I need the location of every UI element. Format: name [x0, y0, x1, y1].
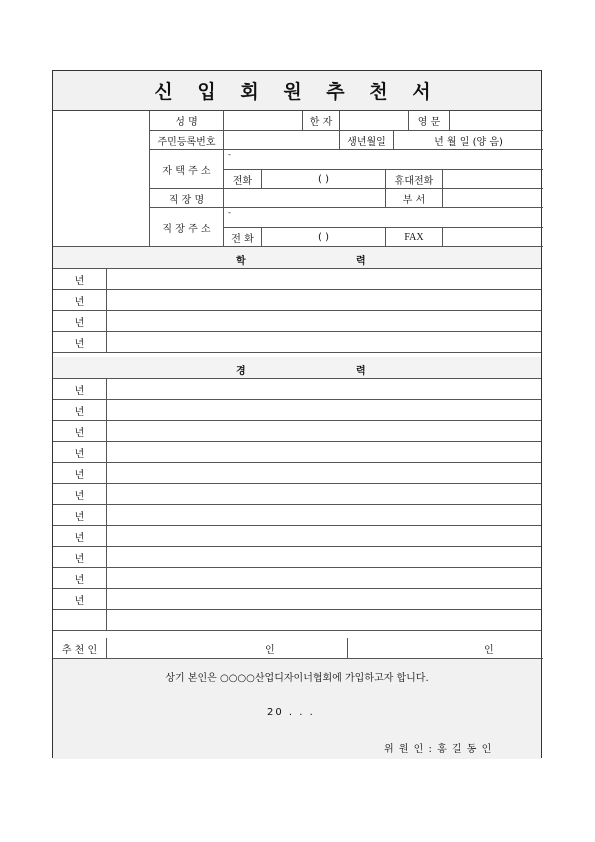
- career-row-blank[interactable]: [53, 610, 541, 631]
- work-phone-label: 전 화: [224, 228, 262, 247]
- work-address-field[interactable]: -: [224, 208, 543, 228]
- career-row[interactable]: [53, 589, 541, 610]
- work-address-label: 직 장 주 소: [150, 208, 224, 247]
- home-address-field[interactable]: -: [224, 150, 543, 170]
- company-label: 직 장 명: [150, 189, 224, 208]
- english-label: 영 문: [409, 111, 450, 131]
- education-header: 학 력: [53, 247, 541, 269]
- form-title-bar: [53, 71, 541, 111]
- career-year-label: 년: [53, 589, 107, 609]
- fax-label: FAX: [386, 228, 443, 247]
- recommender-1-field[interactable]: [107, 638, 348, 659]
- career-year-label: 년: [53, 400, 107, 420]
- education-row[interactable]: [53, 269, 541, 290]
- career-row[interactable]: [53, 421, 541, 442]
- recommendation-form: [52, 70, 542, 758]
- education-row[interactable]: [53, 311, 541, 332]
- education-row[interactable]: [53, 332, 541, 353]
- birth-field[interactable]: 년 월 일 (양 음): [394, 131, 543, 150]
- career-row[interactable]: [53, 400, 541, 421]
- career-year-label: 년: [53, 526, 107, 546]
- rrn-field[interactable]: [224, 131, 340, 150]
- career-year-label: 년: [53, 442, 107, 462]
- hanja-field[interactable]: [340, 111, 409, 131]
- career-row[interactable]: [53, 547, 541, 568]
- applicant-signature[interactable]: 위 원 인 : 홍 길 동 인: [384, 744, 492, 755]
- name-label: 성 명: [150, 111, 224, 131]
- company-field[interactable]: [224, 189, 386, 208]
- mobile-label: 휴대전화: [386, 170, 443, 189]
- career-year-label: 년: [53, 568, 107, 588]
- career-row[interactable]: [53, 379, 541, 400]
- education-year-label: 년: [53, 311, 107, 331]
- work-phone-field[interactable]: ( ): [262, 228, 386, 247]
- mobile-field[interactable]: [443, 170, 543, 189]
- career-row[interactable]: [53, 463, 541, 484]
- education-year-label: 년: [53, 332, 107, 352]
- fax-field[interactable]: [443, 228, 543, 247]
- education-year-label: 년: [53, 290, 107, 310]
- photo-area[interactable]: [53, 111, 150, 247]
- recommender-1-seal: 인: [265, 644, 275, 656]
- recommender-2-field[interactable]: [348, 638, 543, 659]
- birth-label: 생년월일: [340, 131, 394, 150]
- home-phone-field[interactable]: ( ): [262, 170, 386, 189]
- english-field[interactable]: [450, 111, 543, 131]
- career-year-label: 년: [53, 421, 107, 441]
- form-title: 신 입 회 원 추 천 서: [154, 81, 440, 103]
- recommender-2-seal: 인: [484, 644, 494, 656]
- career-year-label: 년: [53, 379, 107, 399]
- career-row[interactable]: [53, 526, 541, 547]
- date-line[interactable]: 20 . . .: [267, 707, 315, 718]
- education-row[interactable]: [53, 290, 541, 311]
- career-header: 경 력: [53, 357, 541, 379]
- home-phone-label: 전화: [224, 170, 262, 189]
- membership-statement: 상기 본인은 ○○○○산업디자이너협회에 가입하고자 합니다.: [165, 673, 429, 684]
- career-year-label: 년: [53, 505, 107, 525]
- career-row[interactable]: [53, 442, 541, 463]
- footer-statement-area: [53, 659, 541, 759]
- career-year-label: 년: [53, 484, 107, 504]
- career-year-label: 년: [53, 547, 107, 567]
- career-row[interactable]: [53, 484, 541, 505]
- hanja-label: 한 자: [303, 111, 340, 131]
- name-field[interactable]: [224, 111, 303, 131]
- career-row[interactable]: [53, 568, 541, 589]
- career-year-label: 년: [53, 463, 107, 483]
- career-row[interactable]: [53, 505, 541, 526]
- recommender-label: 추 천 인: [53, 638, 107, 659]
- home-address-label: 자 택 주 소: [150, 150, 224, 189]
- career-year-blank: [53, 610, 107, 630]
- department-field[interactable]: [443, 189, 543, 208]
- education-year-label: 년: [53, 269, 107, 289]
- department-label: 부 서: [386, 189, 443, 208]
- rrn-label: 주민등록번호: [150, 131, 224, 150]
